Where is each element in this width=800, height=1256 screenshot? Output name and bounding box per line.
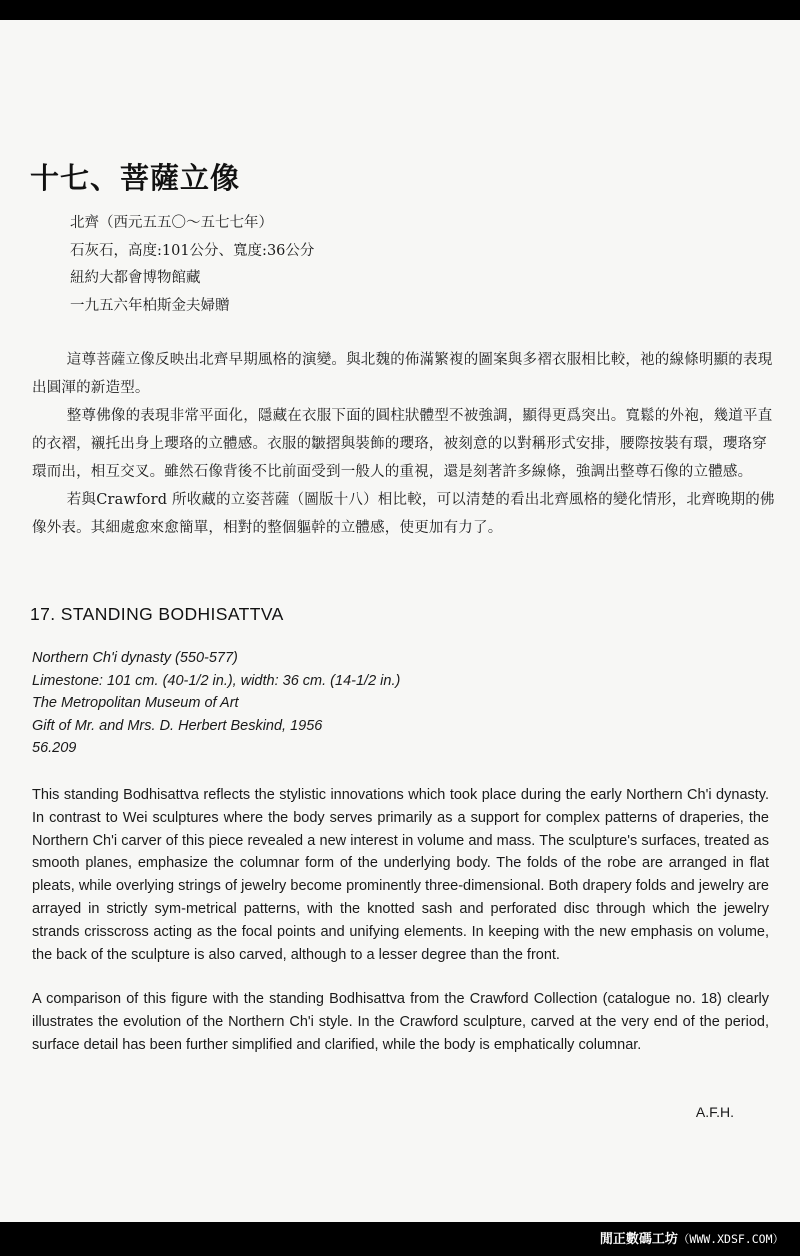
chinese-collection-line: 紐約大都會博物館藏: [70, 270, 201, 286]
chinese-gift-line: 一九五六年柏斯金夫婦贈: [70, 297, 230, 314]
watermark-brand: 閒正數碼工坊: [599, 1232, 678, 1247]
english-paragraph: A comparison of this figure with the standing Bodhisattva from the Crawford Collection (catalogue no. 18) clearly illustrates the evolution of the Northern Ch'i style. In the Crawford sculpture, carved at the very end of the period, surface detail has been further simplified and clarified, while the body is emphatically columnar.: [32, 991, 769, 1053]
english-description: [32, 784, 769, 1079]
english-title: 17. STANDING BODHISATTVA: [30, 604, 284, 624]
english-accession-number: 56.209: [32, 740, 77, 756]
english-dynasty-line: Northern Ch'i dynasty (550-577): [32, 650, 238, 666]
chinese-paragraph: 整尊佛像的表現非常平面化，隱藏在衣服下面的圓柱狀體型不被強調，顯得更爲突出。寬鬆的外袍，幾道平直的衣褶，襯托出身上瓔珞的立體感。衣服的皺摺與裝飾的瓔珞，被刻意的以對稱形式安排，腰際按裝有環，瓔珞穿環而出，相互交叉。雖然石像背後不比前面受到一般人的重視，還是刻著許多線條，強調出整尊石像的立體感。: [32, 408, 773, 480]
chinese-dimensions-line: 石灰石，高度:101公分、寬度:36公分: [70, 242, 315, 259]
chinese-catalogue-info: [70, 210, 314, 320]
english-collection-line: The Metropolitan Museum of Art: [32, 695, 239, 711]
chinese-paragraph: 這尊菩薩立像反映出北齊早期風格的演變。與北魏的佈滿繁複的圖案與多褶衣服相比較，祂的線條明顯的表現出圓渾的新造型。: [32, 352, 773, 396]
english-catalogue-info: [32, 647, 400, 760]
watermark-site: （WWW.XDSF.COM）: [677, 1232, 784, 1246]
english-dimensions-line: Limestone: 101 cm. (40-1/2 in.), width: 36 cm. (14-1/2 in.): [32, 672, 401, 689]
chinese-description: [32, 346, 777, 542]
document-page: [0, 20, 800, 1222]
chinese-paragraph: 若與Crawford 所收藏的立姿菩薩（圖版十八）相比較，可以清楚的看出北齊風格的變化情形，北齊晚期的佛像外表。其細處愈來愈簡單，相對的整個軀幹的立體感，使更加有力了。: [32, 492, 775, 536]
chinese-title: 十七、菩薩立像: [30, 161, 241, 195]
chinese-dynasty-line: 北齊（西元五五〇～五七七年）: [70, 215, 273, 231]
english-gift-line: Gift of Mr. and Mrs. D. Herbert Beskind, 1956: [32, 717, 323, 734]
english-paragraph: This standing Bodhisattva reflects the stylistic innovations which took place during the early Northern Ch'i dynasty. In contrast to Wei sculptures where the body serves primarily as a support for complex patterns of draperies, the Northern Ch'i carver of this piece revealed a new interest in volume and mass. The sculpture's surfaces, treated as smooth planes, emphasize the columnar form of the underlying body. The folds of the robe are arranged in flat pleats, while overlying strings of jewelry become prominently three-dimensional. Both drapery folds and jewelry are arrayed in strictly sym-metrical patterns, with the knotted sash and perforated disc through which the jewelry strands crisscross acting as the focal points and unifying elements. In keeping with the new emphasis on volume, the back of the sculpture is also carved, although to a lesser degree than the front.: [32, 787, 769, 963]
scanner-watermark: [600, 1228, 784, 1247]
author-initials: A.F.H.: [695, 1104, 734, 1120]
